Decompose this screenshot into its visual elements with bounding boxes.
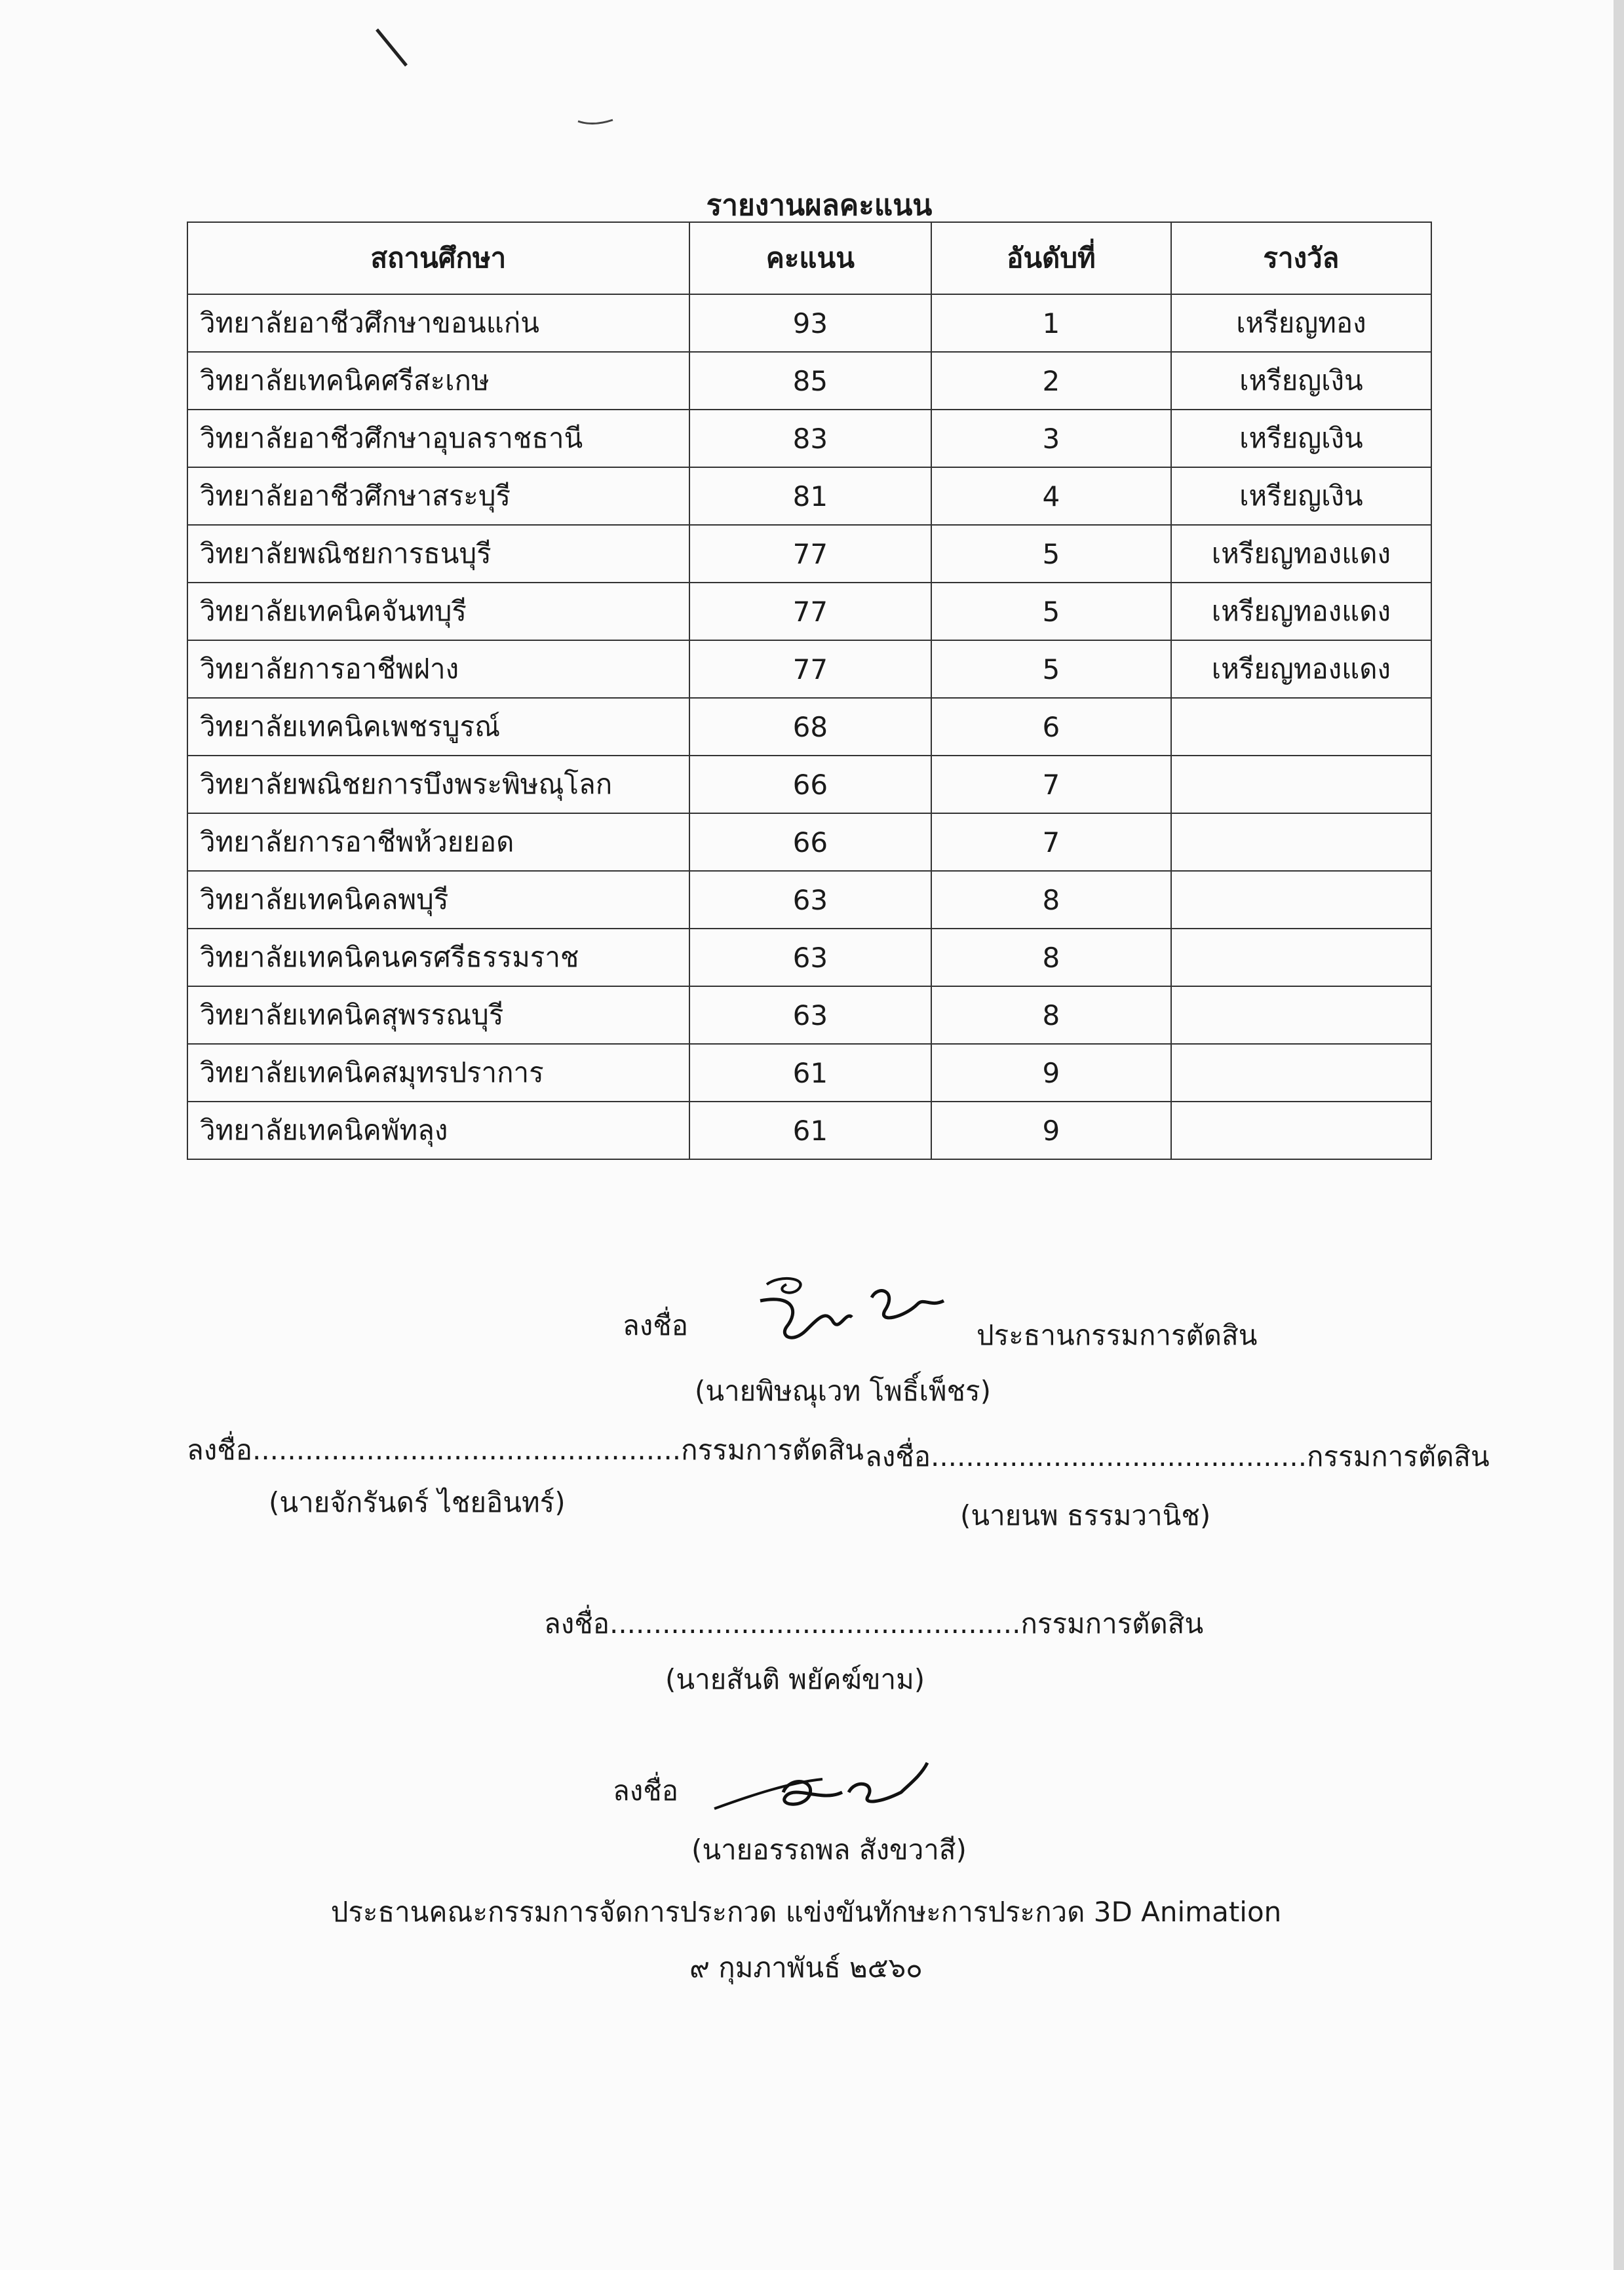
score-cell: 66 <box>689 756 931 813</box>
award-cell: เหรียญเงิน <box>1171 352 1431 410</box>
table-row <box>187 1102 1431 1159</box>
school-cell: วิทยาลัยเทคนิคจันทบุรี <box>187 583 689 640</box>
rank-cell: 2 <box>931 352 1171 410</box>
table-row <box>187 813 1431 871</box>
organizer-signature <box>711 1756 947 1828</box>
table-header-row <box>187 222 1431 294</box>
table-row <box>187 929 1431 986</box>
score-cell: 93 <box>689 294 931 352</box>
score-cell: 63 <box>689 871 931 929</box>
school-cell: วิทยาลัยการอาชีพฝาง <box>187 640 689 698</box>
table-row <box>187 467 1431 525</box>
table-body <box>187 294 1431 1159</box>
rank-cell: 5 <box>931 583 1171 640</box>
school-cell: วิทยาลัยเทคนิคพัทลุง <box>187 1102 689 1159</box>
judge-right-name: (นายนพ ธรรมวานิช) <box>960 1499 1211 1531</box>
table-row <box>187 352 1431 410</box>
award-cell: เหรียญเงิน <box>1171 410 1431 467</box>
school-cell: วิทยาลัยเทคนิคศรีสะเกษ <box>187 352 689 410</box>
school-cell: วิทยาลัยอาชีวศึกษาอุบลราชธานี <box>187 410 689 467</box>
rank-cell: 7 <box>931 756 1171 813</box>
report-title: รายงานผลคะแนน <box>706 189 933 222</box>
award-cell <box>1171 1102 1431 1159</box>
score-cell: 61 <box>689 1044 931 1102</box>
score-cell: 81 <box>689 467 931 525</box>
score-cell: 66 <box>689 813 931 871</box>
scan-mark <box>374 26 413 72</box>
score-cell: 77 <box>689 640 931 698</box>
rank-cell: 5 <box>931 640 1171 698</box>
score-cell: 77 <box>689 525 931 583</box>
chair-signature <box>747 1271 957 1356</box>
award-cell <box>1171 698 1431 756</box>
school-cell: วิทยาลัยพณิชยการธนบุรี <box>187 525 689 583</box>
rank-cell: 9 <box>931 1102 1171 1159</box>
table-row <box>187 698 1431 756</box>
organizer-role: ประธานคณะกรรมการจัดการประกวด แข่งขันทักษะการประกวด 3D Animation <box>330 1896 1282 1928</box>
award-cell <box>1171 986 1431 1044</box>
school-cell: วิทยาลัยเทคนิคนครศรีธรรมราช <box>187 929 689 986</box>
table-row <box>187 410 1431 467</box>
table-row <box>187 525 1431 583</box>
scan-mark <box>577 115 616 128</box>
organizer-sign-label: ลงชื่อ <box>613 1775 678 1807</box>
header-award: รางวัล <box>1171 222 1431 294</box>
table-row <box>187 1044 1431 1102</box>
award-cell <box>1171 871 1431 929</box>
rank-cell: 1 <box>931 294 1171 352</box>
judge-left-name: (นายจักรันดร์ ไชยอินทร์) <box>269 1486 566 1518</box>
score-cell: 83 <box>689 410 931 467</box>
rank-cell: 6 <box>931 698 1171 756</box>
header-school: สถานศึกษา <box>187 222 689 294</box>
judge-center-sign-line: ลงชื่อ...............................................กรรมการตัดสิน <box>544 1607 1204 1640</box>
award-cell: เหรียญทอง <box>1171 294 1431 352</box>
school-cell: วิทยาลัยเทคนิคเพชรบูรณ์ <box>187 698 689 756</box>
chair-name: (นายพิษณุเวท โพธิ์เพ็ชร) <box>695 1375 991 1407</box>
score-cell: 68 <box>689 698 931 756</box>
rank-cell: 5 <box>931 525 1171 583</box>
school-cell: วิทยาลัยเทคนิคสุพรรณบุรี <box>187 986 689 1044</box>
score-cell: 63 <box>689 929 931 986</box>
school-cell: วิทยาลัยอาชีวศึกษาขอนแก่น <box>187 294 689 352</box>
judge-left-sign-line: ลงชื่อ.................................................กรรมการตัดสิน <box>187 1434 864 1466</box>
rank-cell: 8 <box>931 871 1171 929</box>
award-cell: เหรียญทองแดง <box>1171 525 1431 583</box>
rank-cell: 4 <box>931 467 1171 525</box>
award-cell: เหรียญทองแดง <box>1171 583 1431 640</box>
scan-edge <box>1599 0 1624 2270</box>
table-row <box>187 294 1431 352</box>
award-cell: เหรียญทองแดง <box>1171 640 1431 698</box>
award-cell: เหรียญเงิน <box>1171 467 1431 525</box>
table-row <box>187 640 1431 698</box>
header-score: คะแนน <box>689 222 931 294</box>
score-cell: 63 <box>689 986 931 1044</box>
award-cell <box>1171 756 1431 813</box>
school-cell: วิทยาลัยเทคนิคลพบุรี <box>187 871 689 929</box>
table-row <box>187 986 1431 1044</box>
school-cell: วิทยาลัยการอาชีพห้วยยอด <box>187 813 689 871</box>
header-rank: อันดับที่ <box>931 222 1171 294</box>
award-cell <box>1171 1044 1431 1102</box>
table-row <box>187 871 1431 929</box>
document-date: ๙ กุมภาพันธ์ ๒๕๖๐ <box>689 1952 923 1984</box>
score-cell: 77 <box>689 583 931 640</box>
judge-right-sign-line: ลงชื่อ...........................................กรรมการตัดสิน <box>865 1440 1490 1472</box>
rank-cell: 3 <box>931 410 1171 467</box>
chair-role: ประธานกรรมการตัดสิน <box>976 1319 1258 1351</box>
judge-center-name: (นายสันติ พยัคฆ์ขาม) <box>665 1663 925 1695</box>
school-cell: วิทยาลัยพณิชยการบึงพระพิษณุโลก <box>187 756 689 813</box>
rank-cell: 9 <box>931 1044 1171 1102</box>
school-cell: วิทยาลัยเทคนิคสมุทรปราการ <box>187 1044 689 1102</box>
results-table <box>187 221 1432 1160</box>
rank-cell: 8 <box>931 929 1171 986</box>
table-row <box>187 756 1431 813</box>
score-cell: 85 <box>689 352 931 410</box>
rank-cell: 8 <box>931 986 1171 1044</box>
table-row <box>187 583 1431 640</box>
rank-cell: 7 <box>931 813 1171 871</box>
award-cell <box>1171 929 1431 986</box>
school-cell: วิทยาลัยอาชีวศึกษาสระบุรี <box>187 467 689 525</box>
score-cell: 61 <box>689 1102 931 1159</box>
organizer-name: (นายอรรถพล สังขวาสี) <box>691 1834 967 1866</box>
award-cell <box>1171 813 1431 871</box>
chair-sign-label: ลงชื่อ <box>623 1309 688 1341</box>
